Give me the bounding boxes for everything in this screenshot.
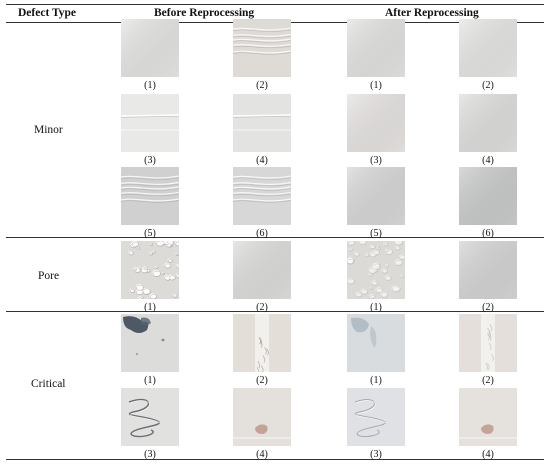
specimen-image-minor-before-3 bbox=[121, 94, 179, 152]
specimen-image-minor-after-6 bbox=[459, 167, 517, 225]
specimen-caption: (3) bbox=[370, 155, 382, 166]
specimen-image-critical-before-1 bbox=[121, 314, 179, 372]
specimen-caption: (5) bbox=[144, 228, 156, 239]
specimen-image-pore-after-2 bbox=[459, 241, 517, 299]
specimen-image-pore-before-1 bbox=[121, 241, 179, 299]
specimen-image-critical-after-3 bbox=[347, 388, 405, 446]
group-label-minor: Minor bbox=[34, 124, 63, 136]
specimen-caption: (1) bbox=[144, 80, 156, 91]
specimen-caption: (1) bbox=[370, 375, 382, 386]
specimen-caption: (6) bbox=[256, 228, 268, 239]
specimen-caption: (1) bbox=[370, 302, 382, 313]
specimen-caption: (4) bbox=[482, 155, 494, 166]
group-label-critical: Critical bbox=[31, 378, 66, 390]
specimen-image-critical-before-3 bbox=[121, 388, 179, 446]
specimen-image-minor-before-5 bbox=[121, 167, 179, 225]
specimen-caption: (4) bbox=[482, 449, 494, 460]
specimen-caption: (3) bbox=[144, 155, 156, 166]
specimen-caption: (2) bbox=[482, 80, 494, 91]
specimen-image-pore-before-2 bbox=[233, 241, 291, 299]
specimen-caption: (1) bbox=[144, 302, 156, 313]
specimen-image-pore-after-1 bbox=[347, 241, 405, 299]
specimen-caption: (2) bbox=[256, 375, 268, 386]
specimen-image-minor-after-1 bbox=[347, 19, 405, 77]
specimen-image-critical-after-1 bbox=[347, 314, 405, 372]
specimen-caption: (2) bbox=[256, 302, 268, 313]
specimen-caption: (4) bbox=[256, 449, 268, 460]
specimen-caption: (5) bbox=[370, 228, 382, 239]
specimen-caption: (1) bbox=[144, 375, 156, 386]
specimen-image-critical-after-4 bbox=[459, 388, 517, 446]
specimen-image-minor-before-6 bbox=[233, 167, 291, 225]
specimen-caption: (3) bbox=[370, 449, 382, 460]
specimen-image-minor-before-2 bbox=[233, 19, 291, 77]
specimen-image-minor-after-5 bbox=[347, 167, 405, 225]
specimen-image-critical-before-2 bbox=[233, 314, 291, 372]
top-rule bbox=[6, 4, 544, 5]
specimen-caption: (6) bbox=[482, 228, 494, 239]
specimen-caption: (4) bbox=[256, 155, 268, 166]
specimen-image-minor-before-1 bbox=[121, 19, 179, 77]
specimen-caption: (2) bbox=[256, 80, 268, 91]
specimen-caption: (2) bbox=[482, 375, 494, 386]
specimen-image-minor-after-4 bbox=[459, 94, 517, 152]
specimen-image-critical-before-4 bbox=[233, 388, 291, 446]
specimen-caption: (1) bbox=[370, 80, 382, 91]
header-before-reprocessing: Before Reprocessing bbox=[154, 7, 255, 19]
specimen-image-minor-after-2 bbox=[459, 19, 517, 77]
group-label-pore: Pore bbox=[38, 270, 60, 282]
specimen-image-critical-after-2 bbox=[459, 314, 517, 372]
specimen-image-minor-before-4 bbox=[233, 94, 291, 152]
header-after-reprocessing: After Reprocessing bbox=[385, 7, 479, 19]
specimen-caption: (3) bbox=[144, 449, 156, 460]
specimen-caption: (2) bbox=[482, 302, 494, 313]
header-defect-type: Defect Type bbox=[18, 7, 77, 19]
specimen-image-minor-after-3 bbox=[347, 94, 405, 152]
